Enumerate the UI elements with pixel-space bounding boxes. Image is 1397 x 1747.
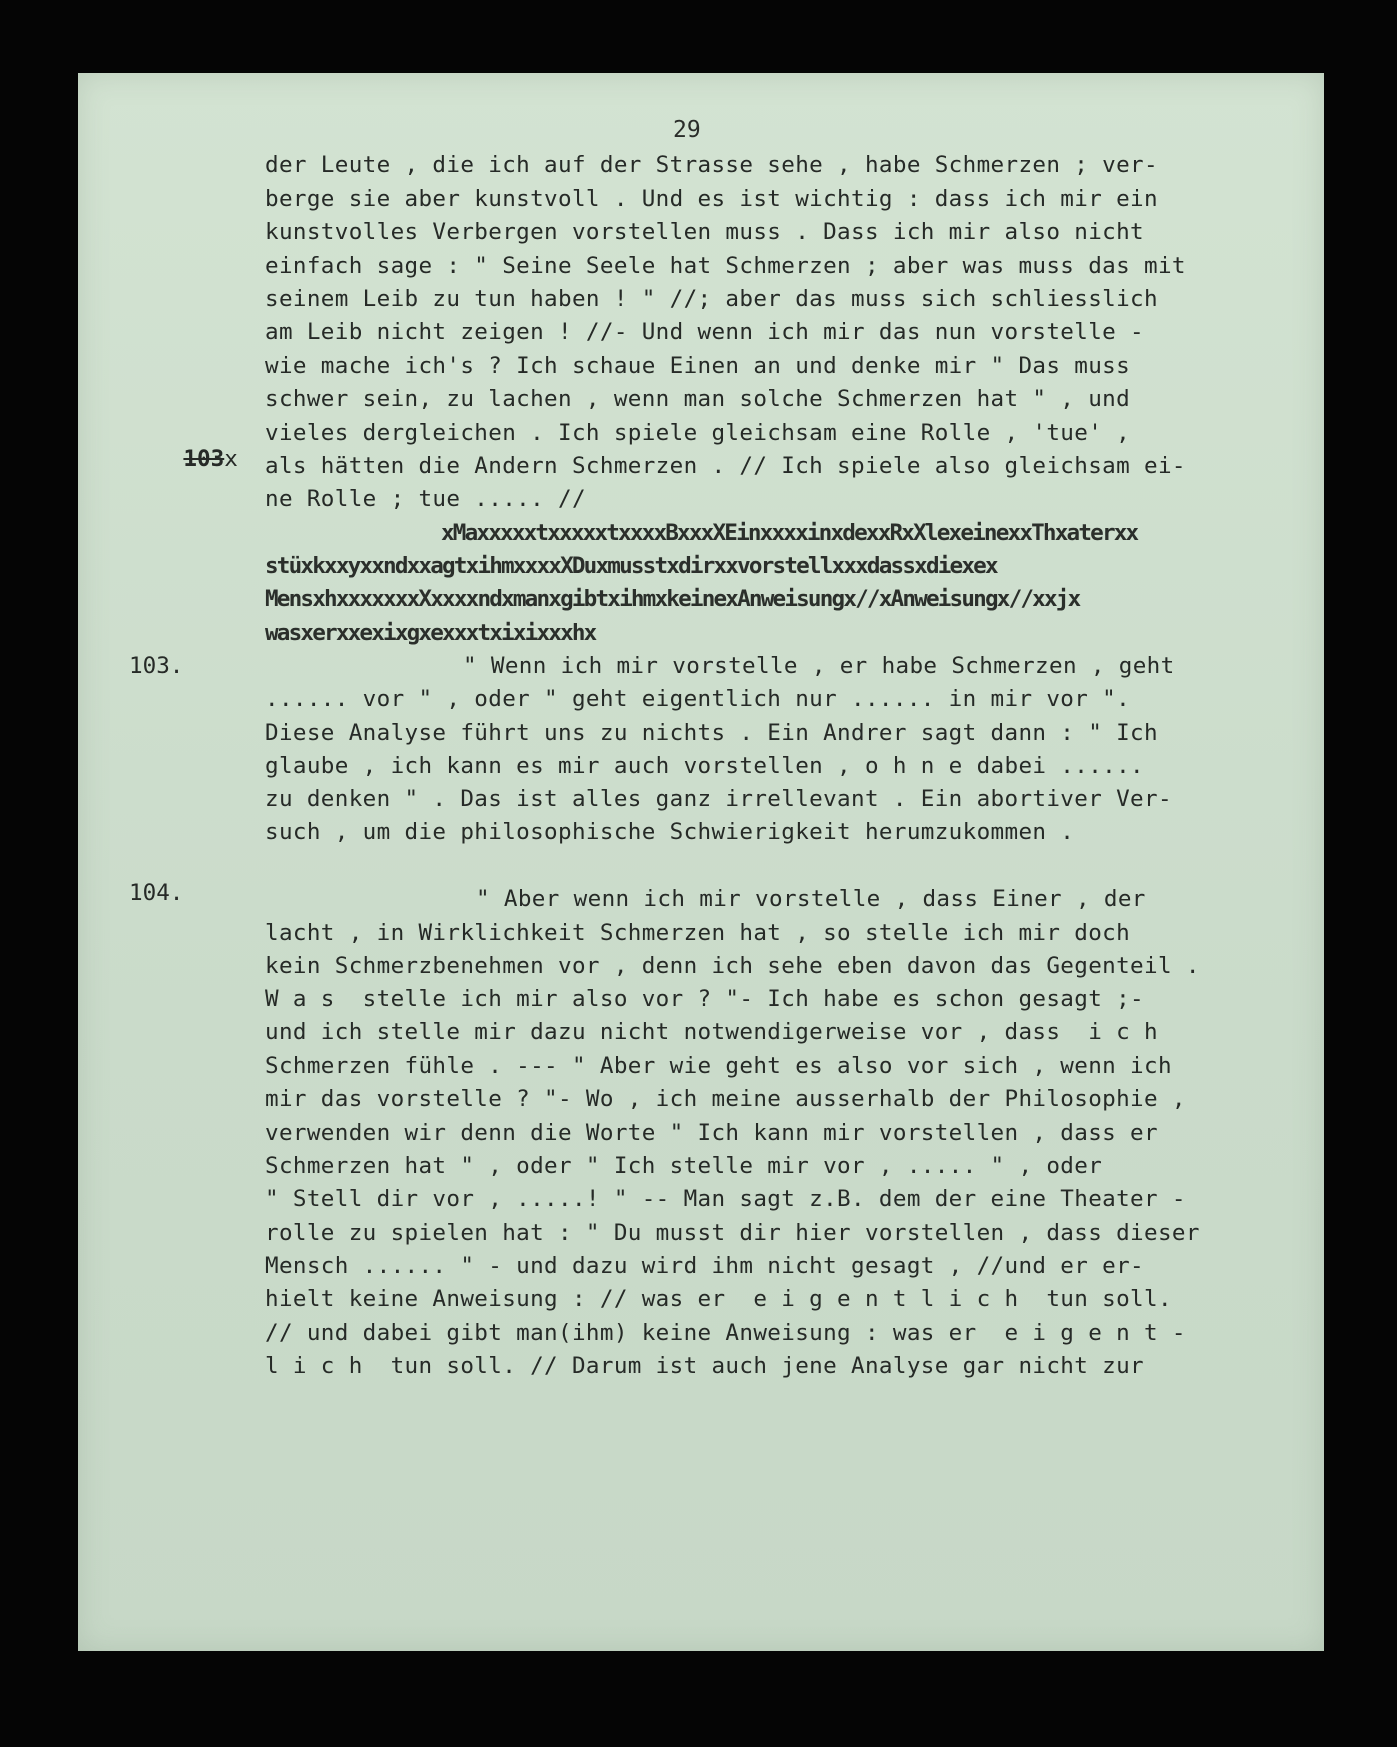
text-line: verwenden wir denn die Worte " Ich kann mir vorstellen , dass er: [265, 1120, 1158, 1146]
document-page: [78, 73, 1324, 1651]
crossed-margin-number: [129, 420, 238, 498]
old-number: 103: [183, 446, 225, 472]
text-line: kunstvolles Verbergen vorstellen muss . Dass ich mir also nicht: [265, 219, 1145, 245]
text-line: Mensch ...... " - und dazu wird ihm nicht gesagt , //und er er-: [265, 1253, 1145, 1279]
struck-line: stüxkxxyxxndxxagtxihmxxxxXDuxmusstxdirxxvorstellxxxdassxdiexex: [265, 553, 997, 579]
text-line: einfach sage : " Seine Seele hat Schmerzen ; aber was muss das mit: [265, 253, 1186, 279]
text-line: wie mache ich's ? Ich schaue Einen an und denke mir " Das muss: [265, 353, 1131, 379]
text-line: schwer sein, zu lachen , wenn man solche Schmerzen hat " , und: [265, 386, 1131, 412]
text-line: als hätten die Andern Schmerzen . // Ich spiele also gleichsam ei-: [265, 453, 1186, 479]
text-line: rolle zu spielen hat : " Du musst dir hier vorstellen , dass dieser: [265, 1220, 1200, 1246]
text-line: ne Rolle ; tue ..... //: [265, 486, 586, 512]
text-line: " Stell dir vor , .....! " -- Man sagt z.B. dem der eine Theater -: [265, 1186, 1186, 1212]
text-line: " Wenn ich mir vorstelle , er habe Schmerzen , geht: [463, 653, 1175, 679]
text-line: seinem Leib zu tun haben ! " //; aber das muss sich schliesslich: [265, 286, 1158, 312]
text-line: vieles dergleichen . Ich spiele gleichsam eine Rolle , 'tue' ,: [265, 420, 1131, 446]
text-line: such , um die philosophische Schwierigkeit herumzukommen .: [265, 819, 1075, 845]
text-line: kein Schmerzbenehmen vor , denn ich sehe eben davon das Gegenteil .: [265, 953, 1200, 979]
text-line: l i c h tun soll. // Darum ist auch jene Analyse gar nicht zur: [265, 1353, 1145, 1379]
text-line: Schmerzen hat " , oder " Ich stelle mir vor , ..... " , oder: [265, 1153, 1103, 1179]
text-line: Diese Analyse führt uns zu nichts . Ein Andrer sagt dann : " Ich: [265, 720, 1158, 746]
section-number-104: 104.: [129, 880, 184, 906]
section-number-103: 103.: [129, 653, 184, 679]
struck-line: xMaxxxxxtxxxxxtxxxxBxxxXEinxxxxinxdexxRxXlexeinexxThxaterxx: [441, 520, 1138, 546]
old-suffix: x: [224, 446, 238, 472]
text-line: " Aber wenn ich mir vorstelle , dass Einer , der: [476, 886, 1146, 912]
text-line: berge sie aber kunstvoll . Und es ist wichtig : dass ich mir ein: [265, 186, 1158, 212]
text-line: lacht , in Wirklichkeit Schmerzen hat , so stelle ich mir doch: [265, 920, 1131, 946]
struck-line: MensxhxxxxxxxXxxxxndxmanxgibtxihmxkeinexAnweisungx//xAnweisungx//xxjx: [265, 586, 1080, 612]
text-line: W a s stelle ich mir also vor ? "- Ich habe es schon gesagt ;-: [265, 986, 1145, 1012]
struck-line: wasxerxxexixgxexxxtxixixxxhx: [265, 620, 596, 646]
text-line: hielt keine Anweisung : // was er e i g e n t l i c h tun soll.: [265, 1286, 1172, 1312]
page-number: 29: [673, 117, 701, 143]
text-line: // und dabei gibt man(ihm) keine Anweisung : was er e i g e n t -: [265, 1320, 1186, 1346]
text-line: ...... vor " , oder " geht eigentlich nur ...... in mir vor ".: [265, 686, 1131, 712]
text-line: Schmerzen fühle . --- " Aber wie geht es also vor sich , wenn ich: [265, 1053, 1172, 1079]
text-line: der Leute , die ich auf der Strasse sehe , habe Schmerzen ; ver-: [265, 152, 1158, 178]
text-line: am Leib nicht zeigen ! //- Und wenn ich mir das nun vorstelle -: [265, 319, 1145, 345]
text-line: mir das vorstelle ? "- Wo , ich meine ausserhalb der Philosophie ,: [265, 1086, 1186, 1112]
text-line: und ich stelle mir dazu nicht notwendigerweise vor , dass i c h: [265, 1019, 1158, 1045]
text-line: glaube , ich kann es mir auch vorstellen , o h n e dabei ......: [265, 753, 1145, 779]
text-line: zu denken " . Das ist alles ganz irrellevant . Ein abortiver Ver-: [265, 786, 1172, 812]
